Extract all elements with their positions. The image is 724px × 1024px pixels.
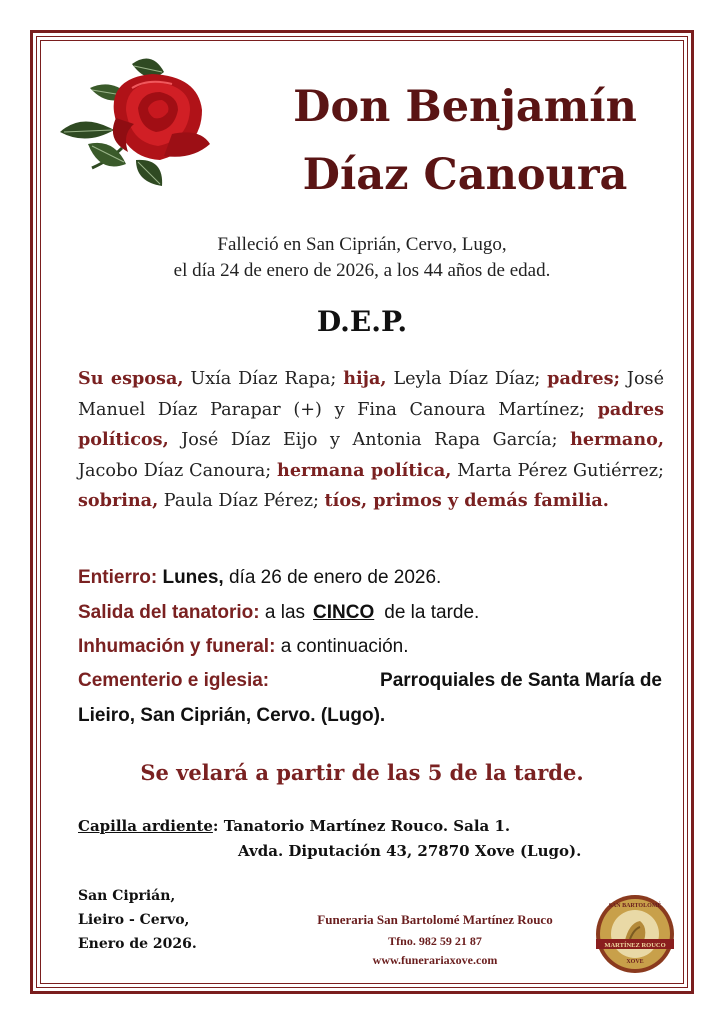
dep-heading: D.E.P. xyxy=(316,305,408,338)
place-line2: Lieiro - Cervo, xyxy=(78,912,190,928)
funeral-home-logo xyxy=(594,893,676,975)
place-line1: San Ciprián, xyxy=(78,888,176,904)
family-text: Marta Pérez Gutiérrez; xyxy=(451,460,664,481)
chapel-label: Capilla ardiente xyxy=(78,817,213,835)
burial-funeral-line xyxy=(78,636,678,658)
cemetery-place-2: Lieiro, San Ciprián, Cervo. (Lugo). xyxy=(78,705,386,726)
departure-line xyxy=(78,602,678,624)
rose-icon xyxy=(52,48,222,190)
departure-post: de la tarde. xyxy=(384,602,480,623)
deceased-name-line1: Don Benjamín xyxy=(293,82,637,132)
family-text: Leyla Díaz Díaz; xyxy=(386,369,548,389)
chapel-place: Tanatorio Martínez Rouco. Sala 1. xyxy=(218,817,511,835)
family-label: padres políticos, xyxy=(78,398,664,451)
departure-pre: a las xyxy=(259,602,306,623)
family-text: Paula Díaz Pérez; xyxy=(158,491,325,512)
cemetery-line2 xyxy=(78,705,678,727)
family-label: Su esposa, xyxy=(78,368,184,389)
family-label: hermano, xyxy=(570,429,664,451)
date-line: Enero de 2026. xyxy=(78,936,197,952)
departure-hour: CINCO xyxy=(313,602,375,623)
logo-banner-text: MARTÍNEZ ROUCO xyxy=(604,942,666,949)
burial-date: día 26 de enero de 2026. xyxy=(223,567,442,588)
cemetery-line1 xyxy=(78,670,662,692)
logo-bottom-text: XOVE xyxy=(626,959,644,965)
family-label: hermana política, xyxy=(277,459,452,481)
chapel-colon: : xyxy=(212,817,219,835)
family-text: José Manuel Díaz Parapar (+) y Fina Canoura Martínez; xyxy=(78,369,664,420)
deceased-name-line2: Díaz Canoura xyxy=(302,150,628,200)
burial-funeral-text: a continuación. xyxy=(275,636,409,657)
death-info-line1: Falleció en San Ciprián, Cervo, Lugo, xyxy=(217,234,507,255)
logo-top-text: SAN BARTOLOMÉ xyxy=(608,903,662,909)
family-text: Jacobo Díaz Canoura; xyxy=(78,460,278,481)
funeral-home-name: Funeraria San Bartolomé Martínez Rouco xyxy=(317,912,553,927)
family-label: padres; xyxy=(547,368,621,389)
vigil-notice: Se velará a partir de las 5 de la tarde. xyxy=(140,760,584,785)
family-paragraph xyxy=(78,364,664,517)
departure-label: Salida del tanatorio: xyxy=(78,602,260,623)
burial-label: Entierro: xyxy=(78,567,158,588)
chapel-address: Avda. Diputación 43, 27870 Xove (Lugo). xyxy=(238,842,582,860)
cemetery-label: Cementerio e iglesia: xyxy=(78,670,270,691)
funeral-home-web[interactable]: www.funerariaxove.com xyxy=(372,953,498,967)
burial-day: Lunes, xyxy=(162,567,224,588)
chapel-line1 xyxy=(78,817,510,835)
cemetery-place-1: Parroquiales de Santa María de xyxy=(380,670,662,691)
family-label: sobrina, xyxy=(78,490,159,512)
family-text: José Díaz Eijo y Antonia Rapa García; xyxy=(168,430,571,451)
burial-funeral-label: Inhumación y funeral: xyxy=(78,636,276,657)
family-label: hija, xyxy=(343,368,387,389)
family-text: Uxía Díaz Rapa; xyxy=(183,369,344,389)
family-label: tíos, primos y demás familia. xyxy=(324,490,609,512)
death-info-line2: el día 24 de enero de 2026, a los 44 años de edad. xyxy=(173,260,551,281)
funeral-home-phone: Tfno. 982 59 21 87 xyxy=(388,934,482,948)
burial-line xyxy=(78,567,678,589)
